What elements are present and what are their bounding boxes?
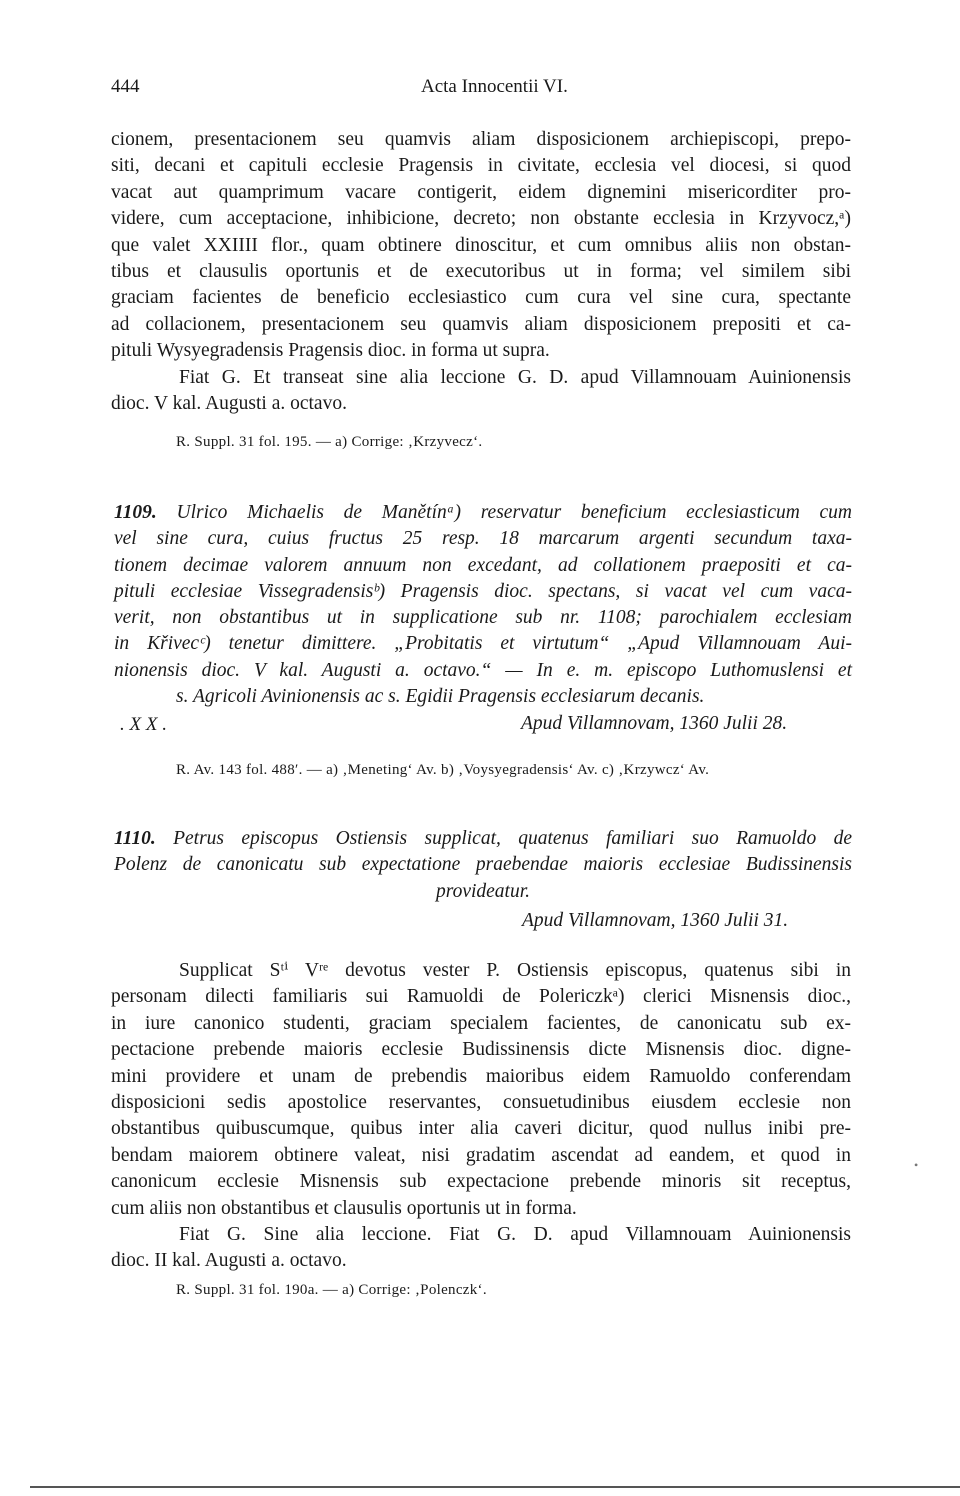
page-header — [111, 76, 851, 106]
margin-speck: • — [914, 1158, 919, 1172]
text-line: Supplicat Sᵗⁱ Vʳᵉ devotus vester P. Ostiensis episcopus, quatenus sibi in — [179, 960, 851, 981]
entry-number: 1109. — [114, 502, 157, 523]
text-line: nionensis dioc. V kal. Augusti a. octavo.“ — In e. m. episcopo Luthomuslensi et — [114, 659, 852, 681]
page-number: 444 — [111, 76, 140, 97]
text-line: s. Agricoli Avinionensis ac s. Egidii Pragensis ecclesiarum decanis. — [176, 686, 705, 708]
supplication-text — [111, 958, 851, 1275]
text-line: siti, decani et capituli ecclesie Pragensis in civitate, ecclesia vel diocesi, si quod — [111, 155, 851, 177]
text-line: cionem, presentacionem seu quamvis aliam disposicionem archiepiscopi, prepo- — [111, 129, 851, 150]
text-line: in iure canonico studenti, graciam specialem facientes, de canonicatu sub ex- — [111, 1012, 851, 1034]
text-line: dioc. V kal. Augusti a. octavo. — [111, 392, 347, 414]
text-line: mini providere et unam de prebendis maioribus eidem Ramuoldo conferendam — [111, 1065, 851, 1087]
entry-date: Apud Villamnovam, 1360 Julii 28. — [521, 713, 788, 734]
text-line: tibus et clausulis oportunis et de executoribus ut in forma; vel similem sibi — [111, 260, 851, 282]
text-line: Petrus episcopus Ostiensis supplicat, quatenus familiari suo Ramuoldo de — [173, 828, 852, 849]
text-line: pectacione prebende maioris ecclesie Budissinensis dicte Misnensis dioc. digne- — [111, 1039, 851, 1061]
text-line: canonicum ecclesie Misnensis sub expectacione prebende minoris sit receptus, — [111, 1171, 851, 1193]
text-line: tionem decimae valorem annuum non excedant, ad collationem praepositi et ca- — [114, 554, 852, 576]
text-line: in Křivecᶜ) tenetur dimittere. „Probitatis et virtutum“ „Apud Villamnouam Aui- — [114, 633, 852, 655]
running-title: Acta Innocentii VI. — [421, 76, 568, 97]
text-line: graciam facientes de beneficio ecclesiastico cum cura vel sine cura, spectante — [111, 287, 851, 309]
text-line: Fiat G. Et transeat sine alia leccione G. D. apud Villamnouam Auinionensis — [179, 366, 851, 388]
source-note: R. Suppl. 31 fol. 190a. — a) Corrige: ‚Polenczk‘. — [176, 1282, 487, 1298]
entry-number: 1110. — [114, 828, 156, 849]
source-note: R. Suppl. 31 fol. 195. — a) Corrige: ‚Krzyvecz‘. — [176, 434, 483, 450]
text-line: provideatur. — [435, 880, 531, 902]
text-line: obstantibus quibuscumque, quibus inter alia caveri dicitur, quod nullus inibi pre- — [111, 1118, 851, 1140]
entry-1110-summary — [114, 826, 852, 905]
text-line: Ulrico Michaelis de Manětínᵃ) reservatur beneficium ecclesiasticum cum — [176, 502, 853, 523]
text-line: videre, cum acceptacione, inhibicione, decreto; non obstante ecclesia in Krzyvocz,ᵃ) — [111, 208, 851, 230]
signature-mark: . X X . — [120, 714, 167, 735]
text-line: cum aliis non obstantibus et clausulis oportunis ut in forma. — [111, 1197, 577, 1219]
text-line: pituli ecclesiae Vissegradensisᵇ) Pragensis dioc. spectans, si vacat vel cum vaca- — [114, 580, 852, 602]
text-line: ad collacionem, presentacionem seu quamvis aliam disposicionem prepositi et ca- — [111, 313, 851, 335]
text-line: pituli Wysyegradensis Pragensis dioc. in forma ut supra. — [111, 340, 550, 362]
text-line: personam dilecti familiaris sui Ramuoldi de Polericzkᵃ) clerici Misnensis dioc., — [111, 986, 851, 1008]
text-line: que valet XXIIII flor., quam obtinere dinoscitur, et cum omnibus aliis non obstan- — [111, 234, 851, 256]
text-line: vacat aut quamprimum vacare contigerit, eidem dignemini misericorditer pro- — [111, 181, 851, 203]
text-line: dioc. II kal. Augusti a. octavo. — [111, 1250, 347, 1272]
text-line: disposicioni sedis apostolice reservantes, consuetudinibus eiusdem ecclesie non — [111, 1091, 851, 1113]
source-note: R. Av. 143 fol. 488′. — a) ‚Meneting‘ Av. b) ‚Voysyegradensis‘ Av. c) ‚Krzywcz‘ Av. — [176, 762, 710, 778]
text-line: bendam maiorem obtinere valeat, nisi gradatim ascendat ad eandem, et quod in — [111, 1144, 851, 1166]
continued-supplication-text — [111, 127, 851, 417]
text-line: Polenz de canonicatu sub expectatione praebendae maioris ecclesiae Budissinensis — [114, 854, 852, 876]
text-line: Fiat G. Sine alia leccione. Fiat G. D. apud Villamnouam Auinionensis — [179, 1223, 851, 1245]
text-line: verit, non obstantibus ut in supplicatione sub nr. 1108; parochialem ecclesiam — [114, 607, 852, 629]
page-bottom-edge — [30, 1486, 960, 1488]
text-line: vel sine cura, cuius fructus 25 resp. 18 marcarum argenti secundum taxa- — [114, 528, 852, 550]
entry-date: Apud Villamnovam, 1360 Julii 31. — [522, 910, 789, 931]
entry-1109-summary — [114, 500, 852, 710]
